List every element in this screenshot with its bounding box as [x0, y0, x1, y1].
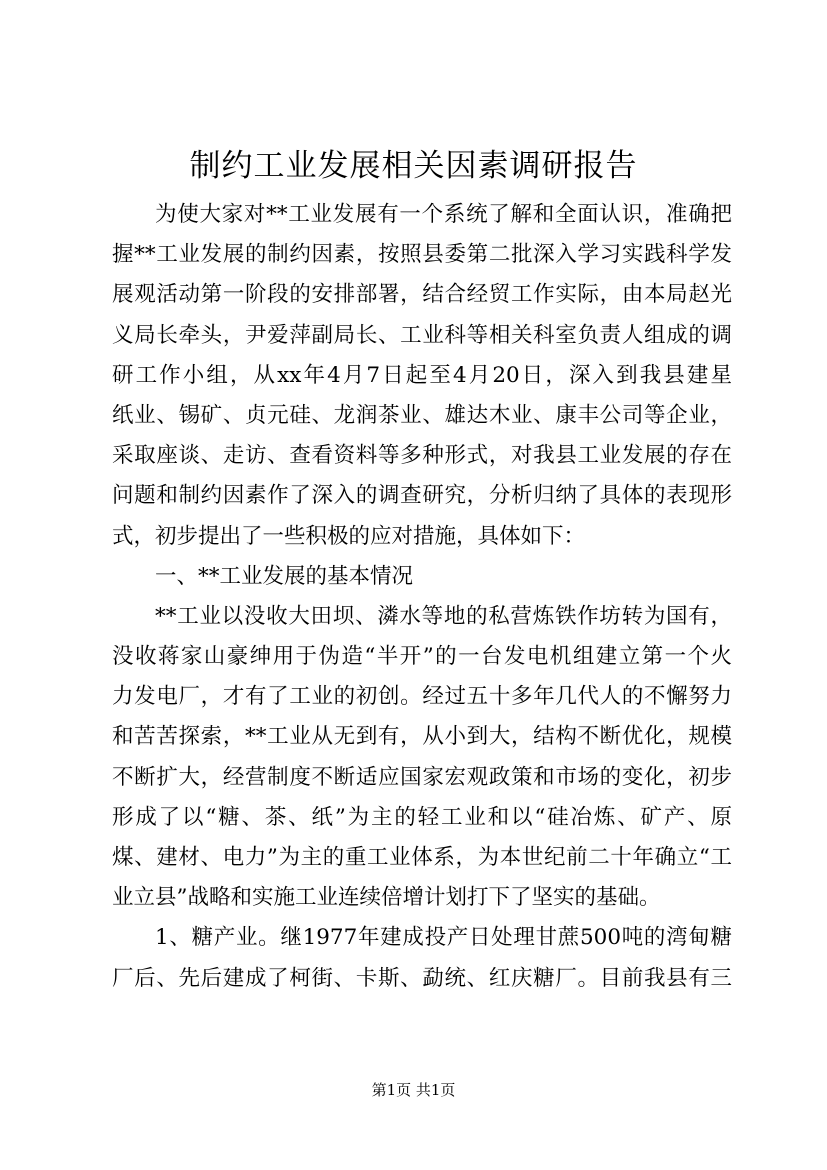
text-line: 力发电厂，才有了工业的初创。经过五十多年几代人的不懈努力	[112, 684, 732, 710]
text-line: 纸业、锡矿、贞元硅、龙润茶业、雄达木业、康丰公司等企业，	[112, 402, 732, 428]
text-line: 展观活动第一阶段的安排部署，结合经贸工作实际，由本局赵光	[112, 282, 732, 308]
text-line: 业立县”战略和实施工业连续倍增计划打下了坚实的基础。	[112, 885, 661, 911]
text-line: 和苦苦探索，**工业从无到有，从小到大，结构不断优化，规模	[112, 724, 732, 750]
text-line: 为使大家对**工业发展有一个系统了解和全面认识，准确把	[155, 202, 732, 227]
text-line: 厂后、先后建成了柯街、卡斯、勐统、红庆糖厂。目前我县有三	[112, 965, 732, 991]
text-line: 形成了以“糖、茶、纸”为主的轻工业和以“硅冶炼、矿产、原	[112, 804, 732, 830]
document-title: 制约工业发展相关因素调研报告	[189, 148, 638, 184]
text-line: 式，初步提出了一些积极的应对措施，具体如下：	[112, 523, 586, 549]
text-line: **工业以没收大田坝、潾水等地的私营炼铁作坊转为国有，	[155, 603, 732, 629]
text-line: 研工作小组，从xx年4月7日起至4月20日，深入到我县建星	[112, 362, 732, 388]
text-line: 没收蒋家山豪绅用于伪造“半开”的一台发电机组建立第一个火	[112, 644, 732, 670]
text-line: 1、糖产业。继1977年建成投产日处理甘蔗500吨的湾甸糖	[155, 925, 732, 951]
text-line: 不断扩大，经营制度不断适应国家宏观政策和市场的变化，初步	[112, 764, 732, 790]
text-line: 采取座谈、走访、查看资料等多种形式，对我县工业发展的存在	[112, 443, 732, 469]
text-line: 握**工业发展的制约因素，按照县委第二批深入学习实践科学发	[112, 242, 732, 268]
text-line: 义局长牵头，尹爱萍副局长、工业科等相关科室负责人组成的调	[112, 322, 732, 348]
page-footer: 第1页 共1页	[371, 1081, 456, 1099]
text-line: 煤、建材、电力”为主的重工业体系，为本世纪前二十年确立“工	[112, 845, 732, 870]
text-line: 问题和制约因素作了深入的调查研究，分析归纳了具体的表现形	[112, 483, 732, 509]
document-body	[112, 195, 732, 999]
text-line: 一、**工业发展的基本情况	[155, 563, 414, 589]
